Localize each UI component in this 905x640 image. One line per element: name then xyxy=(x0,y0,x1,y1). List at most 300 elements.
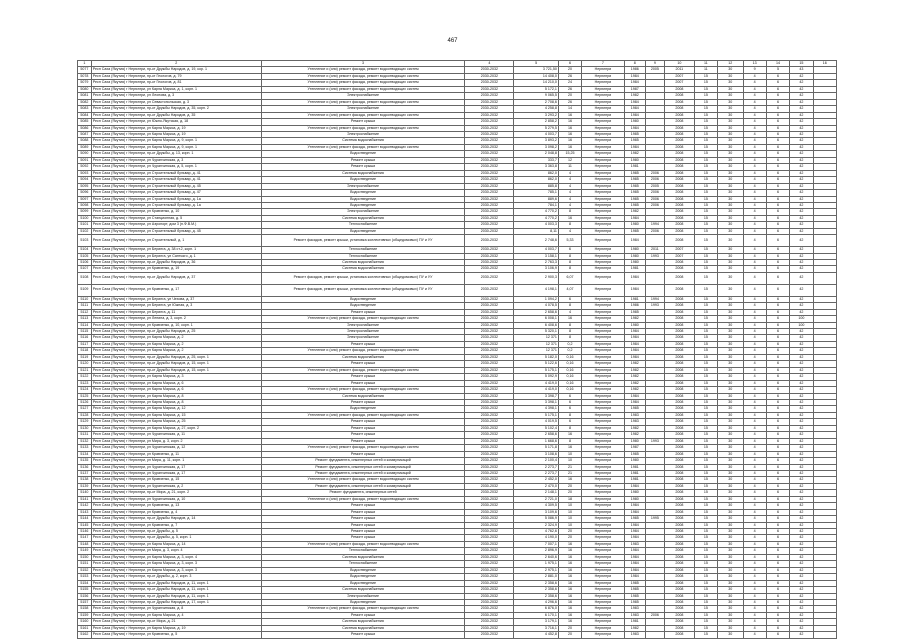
table-cell: 42 xyxy=(790,93,813,99)
table-cell: 2 358,6 xyxy=(514,593,559,599)
table-cell: 2008 xyxy=(664,503,694,509)
table-cell: Респ Саха (Якутия) г Нерюнгри, пр-кт Дружбы, д. 13, корп. 1 xyxy=(91,151,261,157)
table-cell: 100 xyxy=(790,316,813,322)
table-cell: 42 xyxy=(790,157,813,163)
table-cell: 4 xyxy=(743,202,766,208)
table-cell: Нерюнгри xyxy=(582,522,624,528)
table-cell: 2008 xyxy=(664,406,694,412)
table-cell: 2030-2032 xyxy=(465,190,514,196)
table-cell: 2007 xyxy=(664,247,694,253)
table-cell: 0,16 xyxy=(558,374,581,380)
table-cell: 2030-2032 xyxy=(465,516,514,522)
table-cell: 5101 xyxy=(78,222,92,228)
table-cell: Респ Саха (Якутия) г Нерюнгри, пр-кт Дружбы Народов, д. 36 xyxy=(91,260,261,266)
table-cell: 16 xyxy=(558,112,581,118)
table-cell: 4 198,1 xyxy=(514,284,559,296)
table-cell: Теплоснабжение xyxy=(261,561,465,567)
table-cell: 20 xyxy=(558,529,581,535)
table-cell: Нерюнгри xyxy=(582,131,624,137)
table-cell: 15 xyxy=(694,125,717,131)
table-cell: 2030-2032 xyxy=(465,503,514,509)
table-cell: 12 371 xyxy=(514,335,559,341)
table-cell: 42 xyxy=(790,196,813,202)
table-cell: 1983 xyxy=(624,632,645,638)
table-cell: 1 668,6 xyxy=(514,438,559,444)
table-cell: 15 xyxy=(694,393,717,399)
table-cell: Респ Саха (Якутия) г Нерюнгри, ул Чурапчинская, д. 10 xyxy=(91,496,261,502)
table-cell: 16 xyxy=(558,548,581,554)
table-cell: 14 408,0 xyxy=(514,73,559,79)
table-cell: 2030-2032 xyxy=(465,619,514,625)
table-cell: Водоотведение xyxy=(261,303,465,309)
table-cell: 2030-2032 xyxy=(465,196,514,202)
table-cell: Респ Саха (Якутия) г Нерюнгри, ул Чурапчинская, д. 5, корп. 1 xyxy=(91,164,261,170)
table-cell: 5150 xyxy=(78,554,92,560)
table-cell: 42 xyxy=(790,451,813,457)
table-cell: 30 xyxy=(718,464,743,470)
table-cell: 4 003,7 xyxy=(514,131,559,137)
table-cell: 5085 xyxy=(78,119,92,125)
table-cell: 42 xyxy=(790,606,813,612)
table-cell: Нерюнгри xyxy=(582,458,624,464)
table-cell: 4 xyxy=(743,260,766,266)
table-cell: 2005 xyxy=(645,183,664,189)
table-cell: 2008 xyxy=(664,425,694,431)
table-cell: Нерюнгри xyxy=(582,99,624,105)
table-cell: 2 708,6 xyxy=(514,99,559,105)
table-cell: 2008 xyxy=(664,170,694,176)
table-cell: 30 xyxy=(718,215,743,221)
table-cell: 1982 xyxy=(624,367,645,373)
table-cell: 4 xyxy=(743,284,766,296)
table-cell: 12 371 xyxy=(514,348,559,354)
table-cell: 30 xyxy=(718,458,743,464)
table-cell: 15 xyxy=(694,164,717,170)
table-cell: 8 xyxy=(558,222,581,228)
table-cell: 4 452,8 xyxy=(514,632,559,638)
table-cell: Респ Саха (Якутия) г Нерюнгри, ул Карла Маркса, д. 2 xyxy=(91,348,261,354)
table-cell: 1984 xyxy=(624,106,645,112)
table-cell: Система водоснабжения xyxy=(261,393,465,399)
table-cell: 1984 xyxy=(624,522,645,528)
table-cell: Нерюнгри xyxy=(582,253,624,259)
table-cell: 4 xyxy=(743,600,766,606)
table-cell: Нерюнгри xyxy=(582,183,624,189)
table-cell xyxy=(813,235,836,247)
table-cell: 42 xyxy=(790,112,813,118)
table-cell: 5123 xyxy=(78,380,92,386)
table-cell: 15 xyxy=(694,131,717,137)
table-cell: 2030-2032 xyxy=(465,554,514,560)
table-cell: 2030-2032 xyxy=(465,612,514,618)
table-cell: Респ Саха (Якутия) г Нерюнгри, пр-кт Дружбы Народов, д. 15, корп. 1 xyxy=(91,367,261,373)
table-cell: 5121 xyxy=(78,367,92,373)
table-cell: Водоотведение xyxy=(261,296,465,302)
table-cell: Нерюнгри xyxy=(582,119,624,125)
table-cell: 1981 xyxy=(624,296,645,302)
table-cell: 16 xyxy=(558,587,581,593)
table-cell: Респ Саха (Якутия) г Нерюнгри, ул Карла Маркса, д. 19 xyxy=(91,625,261,631)
table-cell: 1982 xyxy=(624,361,645,367)
table-cell: 4 xyxy=(743,432,766,438)
table-cell: Респ Саха (Якутия) г Нерюнгри, ул Кравченко, д. 13 xyxy=(91,503,261,509)
table-cell: 1984 xyxy=(624,503,645,509)
table-cell: 4 296,6 xyxy=(514,600,559,606)
table-cell: 6 xyxy=(766,93,789,99)
table-cell: Теплоснабжение xyxy=(261,253,465,259)
table-cell: Респ Саха (Якутия) г Нерюнгри, ул Беринга, д. 38 ст.2, корп. 1 xyxy=(91,247,261,253)
table-cell: Ремонт крыши xyxy=(261,399,465,405)
table-cell: Электроснабжение xyxy=(261,328,465,334)
table-cell: 16 xyxy=(558,574,581,580)
table-cell: 42 xyxy=(790,361,813,367)
table-cell: 4 xyxy=(743,93,766,99)
table-cell: 10 xyxy=(558,451,581,457)
table-cell: 4 xyxy=(743,438,766,444)
table-cell: 5142 xyxy=(78,503,92,509)
table-cell: 8 xyxy=(558,328,581,334)
table-cell: 30 xyxy=(718,112,743,118)
table-cell: 20 xyxy=(558,625,581,631)
table-cell: 2008 xyxy=(664,99,694,105)
column-header: 10 xyxy=(664,61,694,67)
table-cell: 2008 xyxy=(664,272,694,284)
table-cell: 16 xyxy=(558,593,581,599)
table-cell: 2008 xyxy=(664,509,694,515)
table-cell: Водоотведение xyxy=(261,406,465,412)
table-cell: 3 363,8 xyxy=(514,164,559,170)
table-cell: 6 xyxy=(766,445,789,451)
table-cell: Респ Саха (Якутия) г Нерюнгри, ул Строительный бульвар, д. 47 xyxy=(91,190,261,196)
table-cell: 6 xyxy=(766,374,789,380)
table-cell: 43 xyxy=(790,67,813,73)
table-cell: 4 xyxy=(743,266,766,272)
table-cell: Респ Саха (Якутия) г Нерюнгри, пр-кт Мира, д. 21, корп. 2 xyxy=(91,490,261,496)
table-cell: Нерюнгри xyxy=(582,177,624,183)
table-cell: Респ Саха (Якутия) г Нерюнгри, ул Карла Маркса, д. 3 xyxy=(91,374,261,380)
table-cell: 30 xyxy=(718,412,743,418)
table-cell: Нерюнгри xyxy=(582,335,624,341)
table-cell: 4 xyxy=(743,561,766,567)
table-cell: Водоотведение xyxy=(261,567,465,573)
table-cell: 2030-2032 xyxy=(465,209,514,215)
table-cell: 4 xyxy=(743,164,766,170)
table-cell: Нерюнгри xyxy=(582,112,624,118)
table-cell: 3 109,6 xyxy=(514,509,559,515)
table-cell: 30 xyxy=(718,432,743,438)
table-cell: 4 xyxy=(743,183,766,189)
table-cell: Электроснабжение xyxy=(261,183,465,189)
table-cell: 2008 xyxy=(664,387,694,393)
page-number: 467 xyxy=(447,38,458,44)
table-cell: 30 xyxy=(718,209,743,215)
table-cell: Электроснабжение xyxy=(261,322,465,328)
table-cell: 42 xyxy=(790,432,813,438)
table-cell: Респ Саха (Якутия) г Нерюнгри, ул Чурапчинская, д. 17 xyxy=(91,464,261,470)
table-cell: 1995 xyxy=(645,516,664,522)
table-cell: Респ Саха (Якутия) г Нерюнгри, ул Карла Маркса, д. 3, корп. 4 xyxy=(91,554,261,560)
table-cell: 6 xyxy=(766,399,789,405)
table-cell: 2 658,6 xyxy=(514,309,559,315)
table-cell: Респ Саха (Якутия) г Нерюнгри, ул Карла Маркса, д. 1, корп. 1 xyxy=(91,86,261,92)
table-cell: 15 xyxy=(694,348,717,354)
table-cell: 5140 xyxy=(78,490,92,496)
table-cell: 2030-2032 xyxy=(465,464,514,470)
table-cell: 2030-2032 xyxy=(465,177,514,183)
table-cell: 4 xyxy=(743,309,766,315)
table-cell: 2008 xyxy=(664,151,694,157)
table-cell: 5151 xyxy=(78,561,92,567)
table-cell: 4 xyxy=(743,272,766,284)
table-cell: 2030-2032 xyxy=(465,253,514,259)
table-cell: 15 xyxy=(694,309,717,315)
table-cell: 2008 xyxy=(664,612,694,618)
table-cell: 4 xyxy=(743,296,766,302)
table-cell: 15 xyxy=(694,341,717,347)
table-cell xyxy=(645,632,664,638)
table-cell: 42 xyxy=(790,348,813,354)
table-cell: 2030-2032 xyxy=(465,303,514,309)
table-cell: 6 xyxy=(766,516,789,522)
table-cell: 42 xyxy=(790,354,813,360)
table-cell: 6 xyxy=(766,348,789,354)
table-cell: 30 xyxy=(718,328,743,334)
table-cell: Респ Саха (Якутия) г Нерюнгри, ул Карла Маркса, д. 4 xyxy=(91,612,261,618)
table-cell: Утепление и (или) ремонт фасада, ремонт водоотводящих систем xyxy=(261,86,465,92)
table-cell: 2008 xyxy=(664,464,694,470)
table-cell: 2 148,1 xyxy=(514,490,559,496)
table-cell: Ремонт крыши xyxy=(261,432,465,438)
table-cell: 42 xyxy=(790,106,813,112)
table-cell: 5 320,1 xyxy=(514,328,559,334)
table-cell: 1984 xyxy=(624,80,645,86)
table-cell: 4 xyxy=(558,196,581,202)
table-cell: Респ Саха (Якутия) г Нерюнгри, ул Беринга, ул Сантьяго, д. 1 xyxy=(91,253,261,259)
table-cell: 1982 xyxy=(624,432,645,438)
table-cell: 1984 xyxy=(624,215,645,221)
table-cell: 0,2 xyxy=(558,348,581,354)
table-cell: 15 xyxy=(694,209,717,215)
table-cell: 5,33 xyxy=(558,235,581,247)
table-cell: Ремонт крыши xyxy=(261,516,465,522)
table-cell: 4 xyxy=(743,190,766,196)
table-cell: 2008 xyxy=(664,438,694,444)
table-cell: 5079 xyxy=(78,80,92,86)
column-header: 6 xyxy=(558,61,581,67)
table-cell: 1980 xyxy=(624,322,645,328)
table-cell: Респ Саха (Якутия) г Нерюнгри, пр-кт Дружбы Народов, д. 14 xyxy=(91,516,261,522)
table-cell: 5089 xyxy=(78,144,92,150)
table-cell: 1985 xyxy=(624,190,645,196)
table-cell: 3 721,50 xyxy=(514,67,559,73)
table-cell: 30 xyxy=(718,266,743,272)
table-cell: 30 xyxy=(718,477,743,483)
table-cell: 2006 xyxy=(645,196,664,202)
table-cell: 30 xyxy=(718,341,743,347)
table-cell: 5141 xyxy=(78,496,92,502)
table-cell: Водоотведение xyxy=(261,190,465,196)
table-cell: Респ Саха (Якутия) г Нерюнгри, ул Карла Маркса, д. 6 xyxy=(91,387,261,393)
table-cell: 2030-2032 xyxy=(465,574,514,580)
table-cell: Ремонт крыши xyxy=(261,438,465,444)
table-cell: Нерюнгри xyxy=(582,619,624,625)
table-cell: 4 xyxy=(743,406,766,412)
table-cell: 15 xyxy=(694,93,717,99)
table-cell: 42 xyxy=(790,253,813,259)
table-cell: 5118 xyxy=(78,348,92,354)
table-cell: 1984 xyxy=(624,328,645,334)
table-cell: 30 xyxy=(718,567,743,573)
table-cell: 30 xyxy=(718,393,743,399)
table-cell: Ремонт крыши xyxy=(261,509,465,515)
table-cell: Нерюнгри xyxy=(582,548,624,554)
table-cell: 15 xyxy=(694,106,717,112)
table-cell: 42 xyxy=(790,412,813,418)
column-header: 14 xyxy=(766,61,789,67)
table-cell: 20 xyxy=(558,535,581,541)
table-cell: 4 762,6 xyxy=(514,529,559,535)
table-cell: 2008 xyxy=(664,341,694,347)
table-cell: Респ Саха (Якутия) г Нерюнгри, ул Чурапчинская, д. 11 xyxy=(91,432,261,438)
table-cell: 18 xyxy=(558,496,581,502)
table-cell: 2 900,3 xyxy=(514,272,559,284)
table-cell: 4 xyxy=(743,509,766,515)
table-cell: 4 xyxy=(558,177,581,183)
table-cell: Нерюнгри xyxy=(582,157,624,163)
table-cell: 30 xyxy=(718,451,743,457)
table-cell: 6 xyxy=(766,393,789,399)
table-cell: Респ Саха (Якутия) г Нерюнгри, ул Строительный, д. 1 xyxy=(91,235,261,247)
table-cell: 4 xyxy=(743,374,766,380)
table-cell: 42 xyxy=(790,260,813,266)
table-cell: Утепление и (или) ремонт фасада, ремонт водоотводящих систем xyxy=(261,67,465,73)
column-header: 5 xyxy=(514,61,559,67)
table-cell: 6 xyxy=(766,483,789,489)
table-cell: Нерюнгри xyxy=(582,272,624,284)
table-cell: 30 xyxy=(718,228,743,234)
table-cell: 6 xyxy=(766,387,789,393)
table-cell: 6 xyxy=(766,164,789,170)
table-cell: 1982 xyxy=(624,93,645,99)
table-cell: 42 xyxy=(790,125,813,131)
table-cell: 2006 xyxy=(645,202,664,208)
table-cell: 2030-2032 xyxy=(465,157,514,163)
table-cell: 15 xyxy=(694,632,717,638)
table-cell: 16 xyxy=(558,600,581,606)
column-header: 16 xyxy=(813,61,836,67)
table-cell: 4 xyxy=(743,619,766,625)
table-cell: 2 658,6 xyxy=(514,432,559,438)
table-cell: Респ Саха (Якутия) г Нерюнгри, ул Карла Маркса, д. 3, корп. 3 xyxy=(91,567,261,573)
table-cell: 1982 xyxy=(624,425,645,431)
table-cell: 5152 xyxy=(78,567,92,573)
table-cell: 2030-2032 xyxy=(465,606,514,612)
table-cell: 2008 xyxy=(664,266,694,272)
table-cell: 1984 xyxy=(624,99,645,105)
table-cell: 2030-2032 xyxy=(465,144,514,150)
table-cell: 42 xyxy=(790,561,813,567)
table-cell: 4 003,7 xyxy=(514,247,559,253)
table-cell: 42 xyxy=(790,228,813,234)
table-cell: 15 xyxy=(694,561,717,567)
table-cell: 4 xyxy=(743,483,766,489)
table-cell: 1984 xyxy=(624,393,645,399)
table-cell: 4 xyxy=(558,228,581,234)
table-cell: 5125 xyxy=(78,393,92,399)
table-cell: 4 xyxy=(743,470,766,476)
table-cell: Нерюнгри xyxy=(582,247,624,253)
table-cell: 15 xyxy=(694,86,717,92)
table-cell: Утепление и (или) ремонт фасада, ремонт водоотводящих систем xyxy=(261,445,465,451)
table-cell: 2008 xyxy=(664,470,694,476)
table-cell: 15 xyxy=(694,190,717,196)
table-cell: 1985 xyxy=(624,309,645,315)
table-cell: Нерюнгри xyxy=(582,393,624,399)
table-cell: 12 xyxy=(558,157,581,163)
table-cell: 6 xyxy=(766,328,789,334)
table-cell: 5155 xyxy=(78,587,92,593)
table-cell: 30 xyxy=(718,157,743,163)
table-cell: Респ Саха (Якутия) г Нерюнгри, ул Карла Маркса, д. 25 xyxy=(91,419,261,425)
table-cell: Респ Саха (Якутия) г Нерюнгри, ул Карла Маркса, д. 2 xyxy=(91,341,261,347)
table-cell: 15 xyxy=(694,425,717,431)
table-cell: 5091 xyxy=(78,157,92,163)
table-cell: 2008 xyxy=(664,228,694,234)
table-cell: Нерюнгри xyxy=(582,541,624,547)
table-cell: Респ Саха (Якутия) г Нерюнгри, ул Кравченко, д. 5 xyxy=(91,632,261,638)
table-cell: 1981 xyxy=(624,477,645,483)
table-cell: Респ Саха (Якутия) г Нерюнгри, ул Станционная, д. 5 xyxy=(91,215,261,221)
table-cell: 2008 xyxy=(664,554,694,560)
table-cell: 42 xyxy=(790,574,813,580)
table-cell: 30 xyxy=(718,387,743,393)
table-cell: 4 xyxy=(743,170,766,176)
table-cell: 42 xyxy=(790,272,813,284)
table-cell: 2030-2032 xyxy=(465,535,514,541)
table-cell: 2008 xyxy=(664,451,694,457)
table-cell: Ремонт крыши xyxy=(261,361,465,367)
table-cell: 5084 xyxy=(78,112,92,118)
table-cell: 2030-2032 xyxy=(465,341,514,347)
table-cell: 6 xyxy=(766,131,789,137)
table-cell: Система водоснабжения xyxy=(261,625,465,631)
table-cell: 4 190,0 xyxy=(514,535,559,541)
table-cell: 30 xyxy=(718,272,743,284)
table-cell: 2008 xyxy=(664,177,694,183)
table-cell: 42 xyxy=(790,554,813,560)
table-cell: Респ Саха (Якутия) г Нерюнгри, пр-кт Дружбы Народов, д. 25 xyxy=(91,328,261,334)
table-cell: 2030-2032 xyxy=(465,387,514,393)
table-cell: 1984 xyxy=(624,73,645,79)
table-cell: 2 100,4 xyxy=(514,458,559,464)
table-cell: 16 xyxy=(558,215,581,221)
table-cell: 42 xyxy=(790,406,813,412)
table-cell: 15 xyxy=(694,335,717,341)
table-cell: 4 xyxy=(743,399,766,405)
table-cell: 30 xyxy=(718,554,743,560)
table-cell: 15 xyxy=(694,138,717,144)
table-cell: 1981 xyxy=(624,266,645,272)
table-cell: 30 xyxy=(718,322,743,328)
table-cell xyxy=(813,632,836,638)
table-cell: Система водоснабжения xyxy=(261,554,465,560)
table-cell: 8 xyxy=(558,425,581,431)
table-cell: 30 xyxy=(718,600,743,606)
table-cell: 15 xyxy=(694,619,717,625)
table-body xyxy=(78,67,837,638)
table-cell: 15 xyxy=(694,516,717,522)
table-cell: 889,6 xyxy=(514,196,559,202)
